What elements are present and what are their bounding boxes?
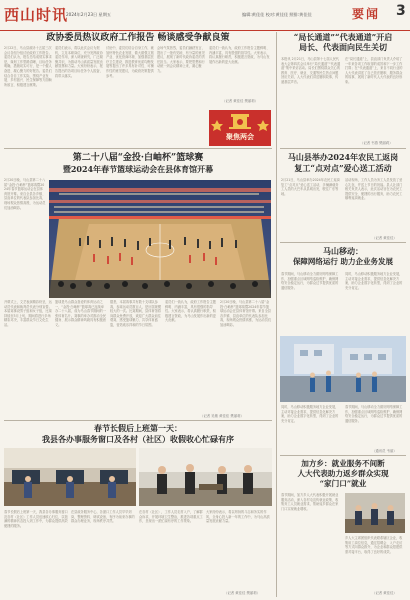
- editor-info: 编辑:黄佳佳 校对:黄佳佳 照排:黄佳佳: [242, 12, 312, 17]
- volunteers-headline-line1: 马山县举办2024年农民工返岗: [287, 152, 399, 162]
- mobile-photo: [280, 336, 406, 402]
- representatives-headline-line1: “局长通道”“代表通道”开启: [293, 32, 393, 42]
- divider: [280, 148, 406, 149]
- section-title: 要闻: [352, 7, 381, 21]
- divider: [280, 455, 406, 456]
- mobile-headline-line1: 马山移动：: [323, 246, 363, 256]
- mobile-column-2: 同时，马山移动积极服务地方企业发展，主动对接企业需求，提供信息化解决方案，助力企业数字化转型，得到了企业的充分肯定。: [345, 272, 403, 290]
- basketball-column-5: 委员们一致认为，政府工作报告主题鲜明、内涵丰富，具有很强的指导性。大家表示，将认真履行职责，积极建言资政，为马山发展作出新的更大贡献。: [165, 300, 216, 323]
- basketball-column-4: 据悉，本届赛事共有数十支球队参赛，参赛运动员数百人，是历届规模较大的一次。比赛期间，县体育馆将向群众免费开放，欢迎广大群众前往观赛，感受篮球魅力，共享体育盛宴，营造欢乐祥和的节日氛围。: [110, 300, 161, 327]
- cppcc-column-3: 讨论中，委员们结合自身工作，就加快特色农业发展、做大做强文旅产业、优化营商环境、加强基层医疗卫生建设、推进教育优质均衡发展等提出了许多具有针对性、可操作性的意见建议，为政府决策提供参考。: [106, 46, 154, 78]
- basketball-headline-line1: 第二十八届“金投·白岫杯”篮球赛: [72, 153, 204, 163]
- cppcc-column-2: 委员们表示，将以此次会议为契机，立足本职岗位，充分发挥政协委员作用，深入调查研究，广泛凝聚共识，为推动马山高质量发展贡献智慧和力量。大家纷纷表示，报告提出的各项目标任务令人振奋，将带头落实。: [55, 46, 103, 78]
- newspaper-logo: 西山时讯: [4, 6, 69, 24]
- jiafang-byline: （记者 黄佳佳）: [372, 591, 397, 595]
- basketball-column-3: 篮球是马山群众喜爱的体育运动之一，“金投·白岫杯”篮球赛已连续举办二十八届，成为马山春节期间的一张体育名片。赛事的举办对推动全民健身、展示群众精神风貌具有积极意义。: [55, 300, 106, 327]
- service-column-2: 在县政务服务中心，各窗口工作人员早早到岗，整理资料、调试设备，有序为前来办事的群众办理业务，现场秩序井然。: [71, 510, 135, 524]
- jiafang-column-2: 乡人大主席团组织代表联系辖区企业，收集用工岗位信息，通过招聘会、入户走访等方式向群众推介，为企业和群众搭建供需对接平台，取得了良好的成效。: [345, 536, 403, 554]
- representatives-headline-line2: 局长、代表面向民生关切: [299, 42, 387, 52]
- issue-date: 2024年2月23日 星期五: [66, 12, 112, 17]
- service-column-3: 在各村（社区），工作人员走村入户，了解群众诉求，开展环境卫生整治，推进各项重点工作，呈现出一派忙碌有序的工作景象。: [139, 510, 203, 524]
- basketball-arena-image: [49, 180, 271, 298]
- cppcc-byline: （记者 黄佳佳 樊丽莉）: [222, 99, 259, 103]
- service-headline-line1: 春节长假后上班第一天：: [94, 423, 182, 433]
- basketball-column-6: 2月20日晚，马山县第二十八届“金投·白岫杯”篮球赛暨2024年春节篮球运动会在县体育馆开幕。来自全县各乡镇、县直单位的代表队参加比赛，现场观众热情高涨，为运动员们加油喝彩。: [220, 300, 271, 327]
- basketball-byline: （记者 吴敏 黄佳佳 樊丽莉）: [200, 414, 244, 418]
- representatives-column-1: 本报讯 2月21日，马山县第十七届人民代表大会第四次会议举行“局长通道”“代表通道”集中采访活动。局长们围绕群众关心的教育、医疗、就业、交通等民生热点问题回应关切，人大代表们讲述履职故事，传递基层声音。: [281, 57, 341, 84]
- jiafang-column-1: 春节期间，加方乡人大代表积极开展就业服务活动，深入各村屯宣传就业政策，收集务工人员就业需求，帮助返乡群众在家门口实现就业增收。: [281, 493, 339, 511]
- divider: [280, 242, 406, 243]
- cppcc-column-4: 会场气氛热烈，委员们踊跃发言，提出了一批有见地、有分量的意见建议，展现了新时代政协委员的责任担当。大家表示，要把思想和行动统一到会议精神上来，凝心聚力。: [157, 46, 205, 73]
- jiafang-photo: [345, 493, 405, 533]
- masthead: [0, 0, 410, 31]
- basketball-headline-line2: 暨2024年春节篮球运动会在县体育馆开幕: [62, 164, 214, 174]
- column-divider: [276, 32, 277, 597]
- service-column-1: 春节长假后上班第一天，我县各办事服务窗口及各村（社区）工作人员迅速收心归位，以饱满的精神状态投入到工作中，为群众提供高效便捷的服务。: [4, 510, 68, 528]
- volunteers-headline-line2: 复工“点对点”爱心送工活动: [294, 163, 392, 173]
- cppcc-side-text: 委员们一致认为，政府工作报告主题鲜明、内涵丰富，具有很强的指导性。大家表示，将认真履行职责，积极建言资政，为马山发展作出新的更大贡献。: [209, 46, 270, 64]
- service-headline-line2: 我县各办事服务窗口及各村（社区）收假收心忙碌有序: [42, 434, 234, 444]
- basketball-column-1: 2月20日晚，马山县第二十八届“金投·白岫杯”篮球赛暨2024年春节篮球运动会在县体育馆开幕。来自全县各乡镇、县直单位的代表队参加比赛，现场观众热情高涨，为运动员们加油喝彩。: [4, 178, 46, 210]
- mobile-headline-line2: 保障网络运行 助力企业务发展: [292, 257, 394, 266]
- service-village-image: [139, 448, 272, 506]
- representatives-column-2: 在“局长通道”上，县直部门负责人介绍了一年来各项工作取得的成效和下一步工作打算；在“代表通道”上，来自不同行业的人大代表讲述了自己依法履职、服务群众的故事，展现了新时代人大代表的良好形象。: [345, 57, 403, 84]
- divider: [4, 420, 272, 421]
- divider: [4, 148, 272, 149]
- jiafang-headline-line1: 加方乡：就业服务不间断: [301, 459, 385, 468]
- jiafang-headline-line2: 人大代表助力返乡群众实现: [297, 469, 389, 478]
- banner-label: 聚焦两会: [226, 133, 254, 141]
- cppcc-headline: 政协委员热议政府工作报告 畅谈感受争献良策: [46, 33, 230, 43]
- mobile-column-3: 同时，马山移动积极服务地方企业发展，主动对接企业需求，提供信息化解决方案，助力企业数字化转型，得到了企业的充分肯定。: [281, 405, 339, 423]
- basketball-photo: [49, 180, 271, 298]
- mobile-column-4: 春节期间，马山移动全力做好网络保障工作，加强重点区域网络巡检维护，确保网络安全稳定运行，为群众过节提供优质的通信服务。: [345, 405, 403, 423]
- page-number: 3: [396, 3, 406, 19]
- mobile-column-1: 春节期间，马山移动全力做好网络保障工作，加强重点区域网络巡检维护，确保网络安全稳定运行，为群众过节提供优质的通信服务。: [281, 272, 339, 290]
- volunteers-column-1: 2月21日，马山县举办2024年农民工返岗复工“点对点”爱心送工活动，多辆满载务工人员的大巴车从县城出发，驶往广东等地。: [281, 178, 340, 196]
- mobile-byline: （通讯员 韦丽）: [372, 449, 397, 453]
- representatives-byline: （记者 韦燕 樊丽莉）: [360, 141, 393, 145]
- volunteers-column-2: 活动现场，工作人员为务工人员发放了爱心礼包，并送上节日的祝福。县人社部门相关负责人表示，此次活动旨在为农民工提供安全、便捷的出行服务，助力农民工顺利返岗就业。: [345, 178, 403, 201]
- service-photo-2: [139, 448, 272, 506]
- service-byline: （记者 黄佳佳 樊丽莉）: [224, 591, 261, 595]
- jiafang-headline-line3: “家门口”就业: [319, 479, 367, 488]
- mobile-scene-image: [280, 336, 406, 402]
- cppcc-column-1: 2月22日，马山县政协十五届三次会议各组分组讨论政府工作报告。委员们认为，报告总结成绩实事求是，谋划工作思路清晰，目标任务明确，措施切实可行，是一个催人奋进、凝心聚力的好报告。委员们结合各自工作实际，围绕产业发展、乡村振兴、民生保障等方面畅所欲言，积极建言献策。: [4, 46, 52, 87]
- service-column-4: 大家纷纷表示，将以昂扬的斗志和务实的作风，全身心投入新一年的工作中，为马山高质量发展贡献力量。: [206, 510, 270, 524]
- volunteers-byline: （记者 黄佳佳）: [372, 236, 397, 240]
- service-photo-1: [4, 448, 136, 506]
- jiafang-meeting-image: [345, 493, 405, 533]
- service-office-image: [4, 448, 136, 506]
- basketball-column-2: 开幕式上，文艺表演精彩纷呈，运动员代表和裁判员代表分别宣誓。本届赛事设男子组和女子组，比赛持续至3月上旬，期间将进行多场精彩对决，丰富群众节日文化生活。: [4, 300, 52, 327]
- two-sessions-banner: [209, 110, 271, 146]
